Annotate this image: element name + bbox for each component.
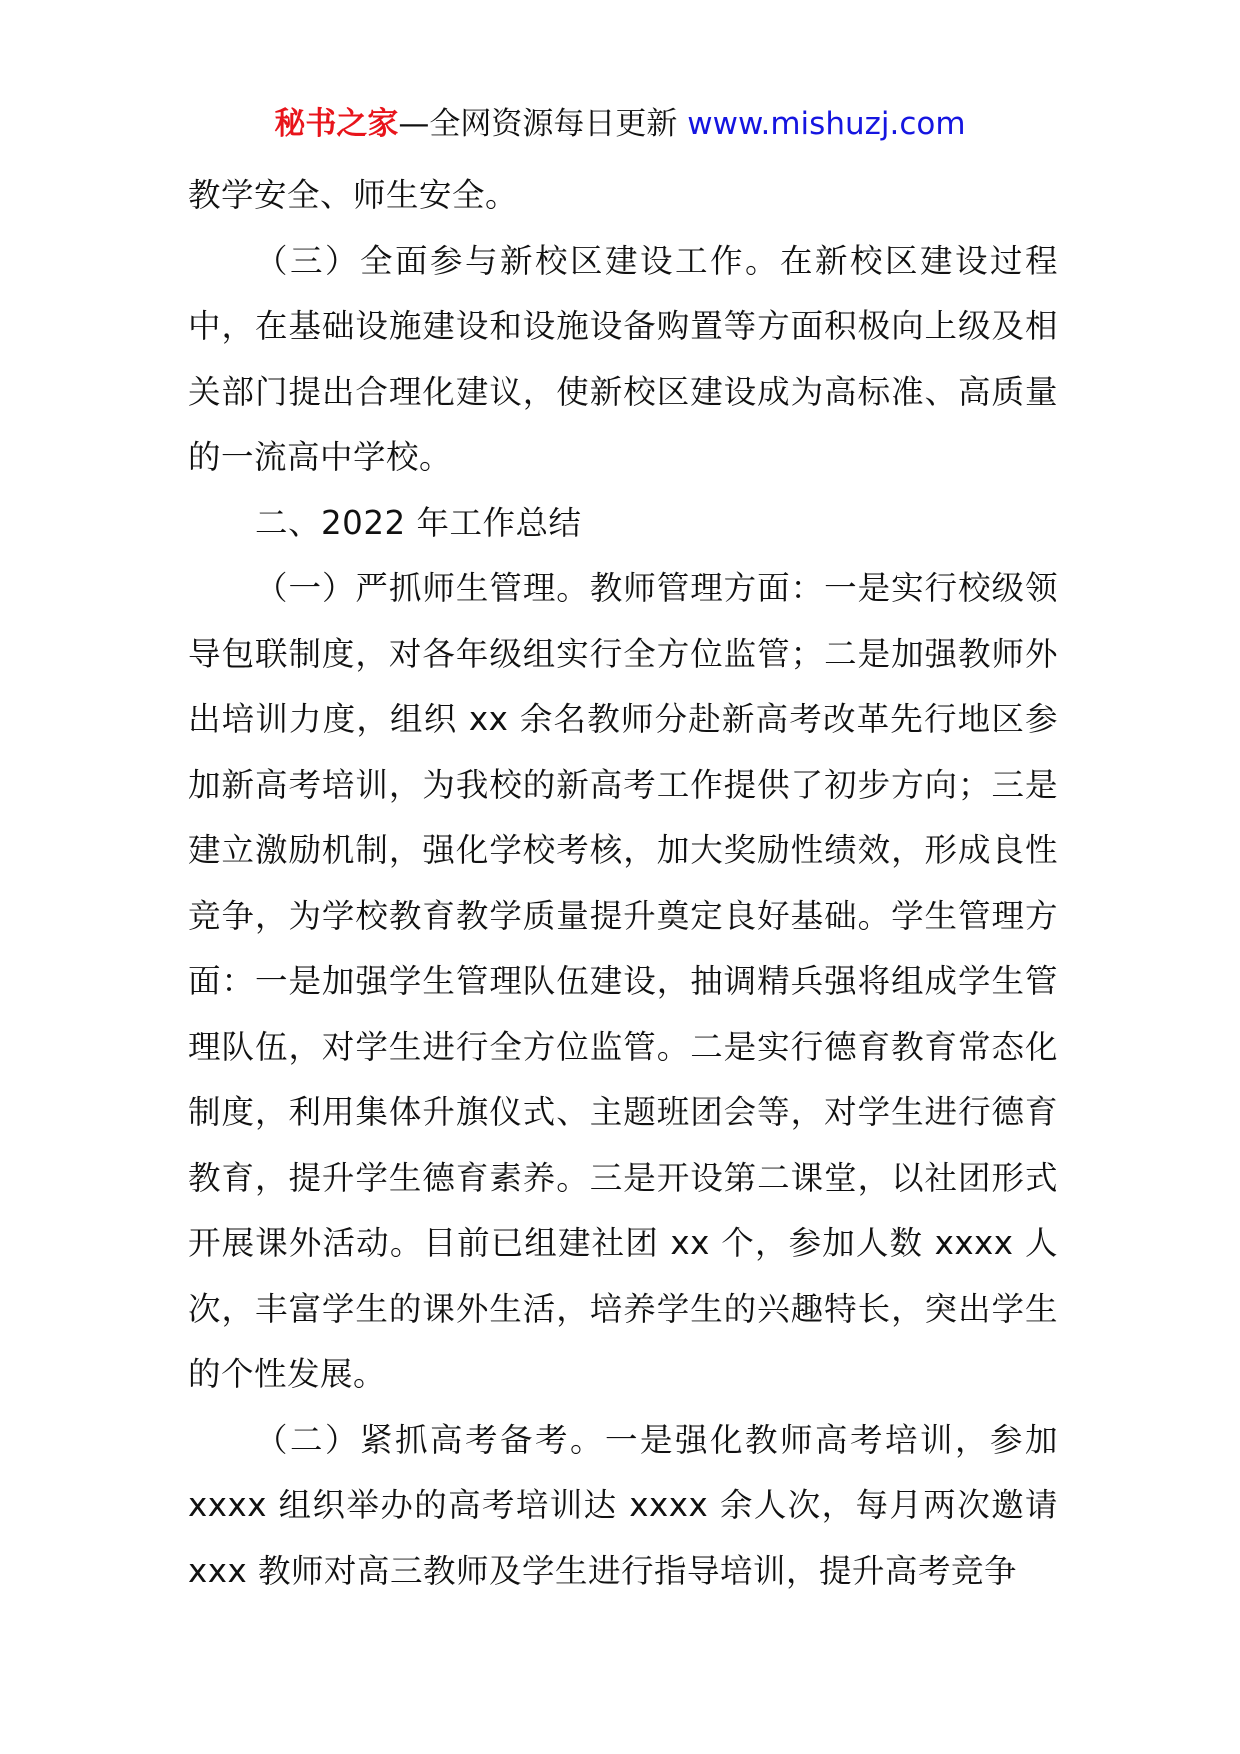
page-header: [0, 100, 1240, 148]
paragraph-exam-preparation: （二）紧抓高考备考。一是强化教师高考培训，参加 xxxx 组织举办的高考培训达 xxxx 余人次，每月两次邀请 xxx 教师对高三教师及学生进行指导培训，提升高考竞争: [188, 1420, 1058, 1590]
document-body: [188, 163, 1058, 1604]
section-heading-2022-summary: 二、2022 年工作总结: [255, 503, 582, 542]
site-link[interactable]: www.mishuzj.com: [687, 106, 966, 142]
paragraph-management: （一）严抓师生管理。教师管理方面：一是实行校级领导包联制度，对各年级组实行全方位监管；二是加强教师外出培训力度，组织 xx 余名教师分赴新高考改革先行地区参加新高考培训，为我校的新高考工作提供了初步方向；三是建立激励机制，强化学校考核，加大奖励性绩效，形成良性竞争，为学校教育教学质量提升奠定良好基础。学生管理方面：一是加强学生管理队伍建设，抽调精兵强将组成学生管理队伍，对学生进行全方位监管。二是实行德育教育常态化制度，利用集体升旗仪式、主题班团会等，对学生进行德育教育，提升学生德育素养。三是开设第二课堂，以社团形式开展课外活动。目前已组建社团 xx 个，参加人数 xxxx 人次，丰富学生的课外生活，培养学生的兴趣特长，突出学生的个性发展。: [188, 569, 1058, 1393]
brand-name: 秘书之家: [274, 106, 399, 142]
paragraph-continuation: 教学安全、师生安全。: [188, 176, 519, 214]
header-tagline: —全网资源每日更新: [398, 106, 688, 142]
paragraph-new-campus: （三）全面参与新校区建设工作。在新校区建设过程中，在基础设施建设和设施设备购置等方面积极向上级及相关部门提出合理化建议，使新校区建设成为高标准、高质量的一流高中学校。: [188, 241, 1058, 476]
